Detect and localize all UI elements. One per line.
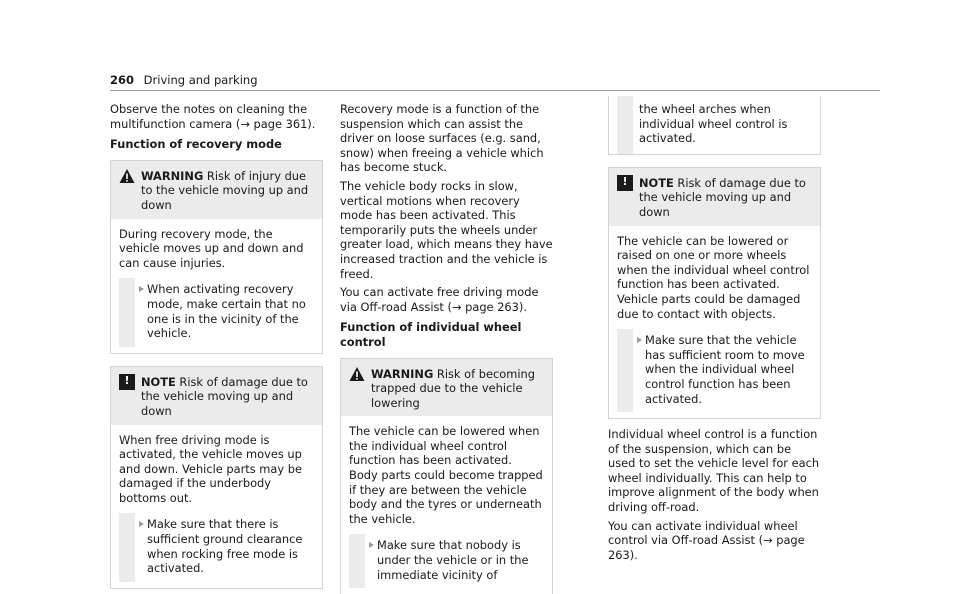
- arrow-right-icon: [139, 286, 144, 292]
- step-text: Make sure that the vehicle has sufficient room to move when the individual wheel control function has been activated.: [645, 333, 812, 406]
- warning-header: [111, 161, 322, 219]
- page-number: 260: [110, 73, 134, 87]
- warning-header: [341, 359, 552, 417]
- warning-text: During recovery mode, the vehicle moves up and down and can cause injuries.: [119, 227, 303, 270]
- paragraph: The vehicle body rocks in slow, vertical motions when recovery mode has been activated. This temporarily puts the wheels under greater load, which means they have increased traction and the vehicle is freed.: [340, 179, 553, 281]
- paragraph: Individual wheel control is a function of the suspension, which can be used to set the vehicle level for each wheel individually. This can help to improve alignment of the body when driving off-road.: [608, 427, 821, 515]
- arrow-right-icon: [637, 337, 642, 343]
- warning-label: WARNING: [141, 169, 203, 183]
- arrow-right-icon: [369, 542, 374, 548]
- heading-individual-wheel-control: Function of individual wheel control: [340, 320, 553, 349]
- instruction-step: [349, 534, 544, 588]
- warning-label: WARNING: [371, 367, 433, 381]
- warning-title: Risk of becoming trapped due to the vehicle lowering: [371, 367, 535, 410]
- note-label: NOTE: [141, 375, 176, 389]
- warning-box-trapped: [340, 358, 553, 594]
- warning-title: Risk of injury due to the vehicle moving up and down: [141, 169, 308, 212]
- heading-recovery-mode: Function of recovery mode: [110, 137, 323, 152]
- header-divider: [110, 90, 880, 91]
- page-header: [110, 73, 258, 88]
- exclamation-icon: !: [617, 175, 633, 191]
- note-text: When free driving mode is activated, the vehicle moves up and down. Vehicle parts may be damaged if the underbody bottoms out.: [119, 433, 302, 505]
- warning-triangle-icon: [119, 168, 135, 184]
- arrow-right-icon: [139, 521, 144, 527]
- warning-box-continued: [608, 96, 821, 155]
- column-1: [110, 102, 323, 589]
- instruction-step: [119, 278, 314, 346]
- paragraph: You can activate free driving mode via Off-road Assist (→ page 263).: [340, 285, 553, 314]
- paragraph: You can activate individual wheel control via Off-road Assist (→ page 263).: [608, 519, 821, 563]
- step-text: When activating recovery mode, make certain that no one is in the vicinity of the vehicle.: [147, 282, 314, 340]
- note-body: [111, 425, 322, 588]
- note-body: [609, 226, 820, 419]
- note-title: Risk of damage due to the vehicle moving up and down: [141, 375, 308, 418]
- note-title: Risk of damage due to the vehicle moving up and down: [639, 176, 806, 219]
- warning-box-injury: [110, 160, 323, 354]
- note-box-damage: [110, 366, 323, 589]
- intro-text: Observe the notes on cleaning the multifunction camera (→ page 361).: [110, 102, 323, 131]
- step-continued-text: the wheel arches when individual wheel control is activated.: [637, 96, 812, 146]
- warning-body: [111, 219, 322, 353]
- instruction-step: [617, 329, 812, 412]
- warning-body: [341, 416, 552, 594]
- note-header: [609, 168, 820, 226]
- note-label: NOTE: [639, 176, 674, 190]
- note-text: The vehicle can be lowered or raised on one or more wheels when the individual wheel control function has been activated. Vehicle parts could be damaged due to contact with objects.: [617, 234, 809, 321]
- paragraph: Recovery mode is a function of the suspension which can assist the driver on loose surfaces (e.g. sand, snow) when freeing a vehicle which has become stuck.: [340, 102, 553, 175]
- exclamation-icon: !: [119, 374, 135, 390]
- step-text: Make sure that nobody is under the vehicle or in the immediate vicinity of: [377, 538, 544, 582]
- warning-text: The vehicle can be lowered when the individual wheel control function has been activated. Body parts could become trapped if they are between the vehicle body and the tyres or underneath the vehicle.: [349, 424, 543, 526]
- section-title: Driving and parking: [144, 73, 258, 87]
- step-text: Make sure that there is sufficient ground clearance when rocking free mode is activated.: [147, 517, 314, 575]
- column-2: [340, 102, 553, 594]
- note-header: [111, 367, 322, 425]
- note-box-wheel-damage: [608, 167, 821, 419]
- warning-triangle-icon: [349, 366, 365, 382]
- instruction-step: [119, 513, 314, 581]
- column-3: [608, 96, 821, 566]
